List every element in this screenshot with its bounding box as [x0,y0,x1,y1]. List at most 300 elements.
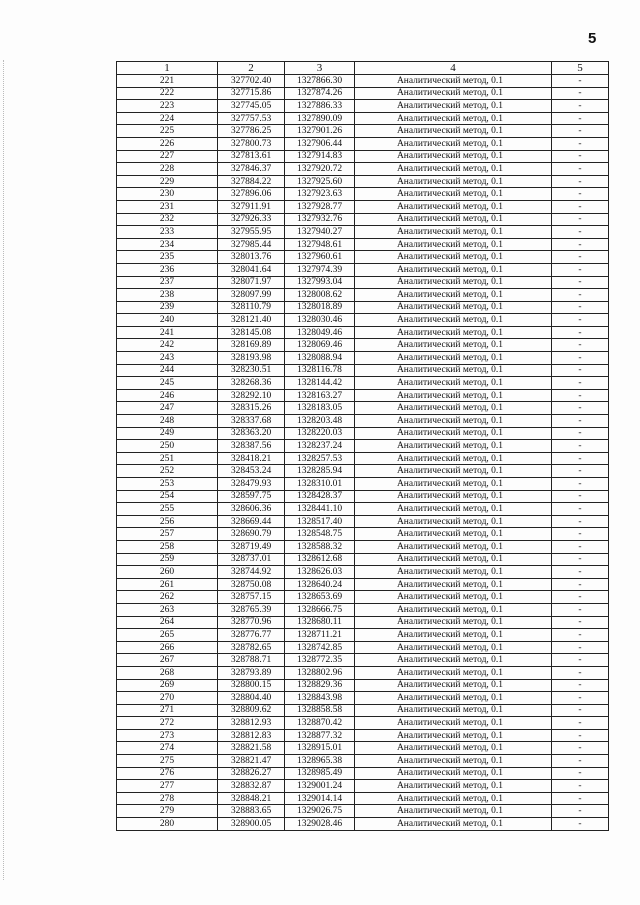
method-cell: Аналитический метод, 0.1 [355,415,552,428]
y-coordinate-cell: 1328858.58 [285,704,355,717]
x-coordinate-cell: 328800.15 [218,679,285,692]
method-cell: Аналитический метод, 0.1 [355,755,552,768]
point-number-cell: 240 [117,314,218,327]
point-number-cell: 234 [117,238,218,251]
x-coordinate-cell: 328363.20 [218,427,285,440]
table-row [117,402,609,415]
table-row [117,666,609,679]
x-coordinate-cell: 327955.95 [218,226,285,239]
method-cell: Аналитический метод, 0.1 [355,200,552,213]
method-cell: Аналитический метод, 0.1 [355,137,552,150]
x-coordinate-cell: 328110.79 [218,301,285,314]
error-cell: - [552,377,609,390]
error-cell: - [552,729,609,742]
method-cell: Аналитический метод, 0.1 [355,603,552,616]
table-row [117,704,609,717]
method-cell: Аналитический метод, 0.1 [355,818,552,831]
point-number-cell: 250 [117,440,218,453]
point-number-cell: 280 [117,818,218,831]
point-number-cell: 246 [117,389,218,402]
method-cell: Аналитический метод, 0.1 [355,566,552,579]
x-coordinate-cell: 327926.33 [218,213,285,226]
point-number-cell: 247 [117,402,218,415]
x-coordinate-cell: 328826.27 [218,767,285,780]
error-cell: - [552,251,609,264]
error-cell: - [552,566,609,579]
method-cell: Аналитический метод, 0.1 [355,717,552,730]
y-coordinate-cell: 1328428.37 [285,490,355,503]
x-coordinate-cell: 328071.97 [218,276,285,289]
point-number-cell: 263 [117,603,218,616]
point-number-cell: 248 [117,415,218,428]
error-cell: - [552,540,609,553]
x-coordinate-cell: 327884.22 [218,175,285,188]
point-number-cell: 266 [117,641,218,654]
method-cell: Аналитический метод, 0.1 [355,188,552,201]
method-cell: Аналитический метод, 0.1 [355,540,552,553]
method-cell: Аналитический метод, 0.1 [355,251,552,264]
x-coordinate-cell: 328597.75 [218,490,285,503]
point-number-cell: 251 [117,452,218,465]
error-cell: - [552,654,609,667]
error-cell: - [552,641,609,654]
error-cell: - [552,100,609,113]
y-coordinate-cell: 1328183.05 [285,402,355,415]
point-number-cell: 243 [117,352,218,365]
table-body [117,75,609,831]
point-number-cell: 253 [117,478,218,491]
x-coordinate-cell: 327800.73 [218,137,285,150]
error-cell: - [552,339,609,352]
y-coordinate-cell: 1327920.72 [285,163,355,176]
point-number-cell: 269 [117,679,218,692]
method-cell: Аналитический метод, 0.1 [355,226,552,239]
table-row [117,125,609,138]
x-coordinate-cell: 327985.44 [218,238,285,251]
error-cell: - [552,112,609,125]
x-coordinate-cell: 328793.89 [218,666,285,679]
point-number-cell: 279 [117,805,218,818]
table-row [117,818,609,831]
table-row [117,792,609,805]
point-number-cell: 264 [117,616,218,629]
x-coordinate-cell: 328788.71 [218,654,285,667]
error-cell: - [552,87,609,100]
header-col-2: 2 [218,62,285,75]
table-row [117,326,609,339]
y-coordinate-cell: 1328772.35 [285,654,355,667]
point-number-cell: 249 [117,427,218,440]
table-row [117,755,609,768]
error-cell: - [552,616,609,629]
x-coordinate-cell: 328832.87 [218,780,285,793]
method-cell: Аналитический метод, 0.1 [355,377,552,390]
y-coordinate-cell: 1327866.30 [285,75,355,88]
point-number-cell: 233 [117,226,218,239]
x-coordinate-cell: 328121.40 [218,314,285,327]
y-coordinate-cell: 1327874.26 [285,87,355,100]
y-coordinate-cell: 1327993.04 [285,276,355,289]
table-row [117,175,609,188]
table-row [117,490,609,503]
error-cell: - [552,263,609,276]
y-coordinate-cell: 1327940.27 [285,226,355,239]
table-row [117,112,609,125]
point-number-cell: 267 [117,654,218,667]
method-cell: Аналитический метод, 0.1 [355,692,552,705]
error-cell: - [552,301,609,314]
method-cell: Аналитический метод, 0.1 [355,339,552,352]
error-cell: - [552,465,609,478]
y-coordinate-cell: 1328680.11 [285,616,355,629]
x-coordinate-cell: 327813.61 [218,150,285,163]
y-coordinate-cell: 1328829.36 [285,679,355,692]
table-row [117,616,609,629]
point-number-cell: 258 [117,540,218,553]
y-coordinate-cell: 1328548.75 [285,528,355,541]
table-row [117,188,609,201]
table-row [117,742,609,755]
table-row [117,137,609,150]
error-cell: - [552,440,609,453]
point-number-cell: 227 [117,150,218,163]
point-number-cell: 278 [117,792,218,805]
table-row [117,339,609,352]
error-cell: - [552,137,609,150]
x-coordinate-cell: 328387.56 [218,440,285,453]
x-coordinate-cell: 328809.62 [218,704,285,717]
error-cell: - [552,150,609,163]
x-coordinate-cell: 328479.93 [218,478,285,491]
x-coordinate-cell: 328744.92 [218,566,285,579]
error-cell: - [552,679,609,692]
point-number-cell: 265 [117,629,218,642]
error-cell: - [552,755,609,768]
method-cell: Аналитический метод, 0.1 [355,792,552,805]
x-coordinate-cell: 328900.05 [218,818,285,831]
point-number-cell: 252 [117,465,218,478]
y-coordinate-cell: 1328257.53 [285,452,355,465]
table-row [117,200,609,213]
error-cell: - [552,666,609,679]
coordinates-table [116,61,609,831]
error-cell: - [552,314,609,327]
table-row [117,452,609,465]
table-row [117,364,609,377]
point-number-cell: 259 [117,553,218,566]
method-cell: Аналитический метод, 0.1 [355,326,552,339]
method-cell: Аналитический метод, 0.1 [355,150,552,163]
x-coordinate-cell: 328418.21 [218,452,285,465]
table-row [117,87,609,100]
table-row [117,566,609,579]
table-row [117,289,609,302]
point-number-cell: 255 [117,503,218,516]
y-coordinate-cell: 1328985.49 [285,767,355,780]
x-coordinate-cell: 328737.01 [218,553,285,566]
y-coordinate-cell: 1328088.94 [285,352,355,365]
table-row [117,163,609,176]
table-row [117,465,609,478]
error-cell: - [552,591,609,604]
y-coordinate-cell: 1327914.83 [285,150,355,163]
x-coordinate-cell: 328750.08 [218,578,285,591]
method-cell: Аналитический метод, 0.1 [355,289,552,302]
point-number-cell: 244 [117,364,218,377]
error-cell: - [552,415,609,428]
table-row [117,415,609,428]
error-cell: - [552,490,609,503]
method-cell: Аналитический метод, 0.1 [355,440,552,453]
x-coordinate-cell: 328757.15 [218,591,285,604]
point-number-cell: 228 [117,163,218,176]
method-cell: Аналитический метод, 0.1 [355,528,552,541]
error-cell: - [552,238,609,251]
method-cell: Аналитический метод, 0.1 [355,301,552,314]
method-cell: Аналитический метод, 0.1 [355,213,552,226]
table-row [117,440,609,453]
method-cell: Аналитический метод, 0.1 [355,465,552,478]
method-cell: Аналитический метод, 0.1 [355,704,552,717]
x-coordinate-cell: 327745.05 [218,100,285,113]
table-row [117,603,609,616]
table-row [117,679,609,692]
table-row [117,263,609,276]
error-cell: - [552,578,609,591]
y-coordinate-cell: 1328030.46 [285,314,355,327]
y-coordinate-cell: 1327906.44 [285,137,355,150]
y-coordinate-cell: 1328285.94 [285,465,355,478]
y-coordinate-cell: 1329014.14 [285,792,355,805]
y-coordinate-cell: 1328711.21 [285,629,355,642]
error-cell: - [552,163,609,176]
error-cell: - [552,326,609,339]
table-row [117,314,609,327]
x-coordinate-cell: 328268.36 [218,377,285,390]
x-coordinate-cell: 328097.99 [218,289,285,302]
point-number-cell: 260 [117,566,218,579]
y-coordinate-cell: 1328653.69 [285,591,355,604]
x-coordinate-cell: 328812.83 [218,729,285,742]
error-cell: - [552,213,609,226]
table-row [117,591,609,604]
y-coordinate-cell: 1328877.32 [285,729,355,742]
method-cell: Аналитический метод, 0.1 [355,314,552,327]
table-row [117,389,609,402]
method-cell: Аналитический метод, 0.1 [355,389,552,402]
point-number-cell: 226 [117,137,218,150]
y-coordinate-cell: 1327925.60 [285,175,355,188]
x-coordinate-cell: 328230.51 [218,364,285,377]
x-coordinate-cell: 328848.21 [218,792,285,805]
error-cell: - [552,175,609,188]
x-coordinate-cell: 328013.76 [218,251,285,264]
y-coordinate-cell: 1329028.46 [285,818,355,831]
method-cell: Аналитический метод, 0.1 [355,616,552,629]
method-cell: Аналитический метод, 0.1 [355,654,552,667]
error-cell: - [552,717,609,730]
table-row [117,226,609,239]
x-coordinate-cell: 328041.64 [218,263,285,276]
table-row [117,478,609,491]
method-cell: Аналитический метод, 0.1 [355,679,552,692]
point-number-cell: 238 [117,289,218,302]
table-row [117,75,609,88]
method-cell: Аналитический метод, 0.1 [355,729,552,742]
error-cell: - [552,402,609,415]
method-cell: Аналитический метод, 0.1 [355,478,552,491]
table-row [117,238,609,251]
y-coordinate-cell: 1328666.75 [285,603,355,616]
point-number-cell: 262 [117,591,218,604]
point-number-cell: 230 [117,188,218,201]
table-row [117,213,609,226]
y-coordinate-cell: 1327928.77 [285,200,355,213]
error-cell: - [552,289,609,302]
method-cell: Аналитический метод, 0.1 [355,629,552,642]
x-coordinate-cell: 328719.49 [218,540,285,553]
y-coordinate-cell: 1328116.78 [285,364,355,377]
y-coordinate-cell: 1329001.24 [285,780,355,793]
y-coordinate-cell: 1328310.01 [285,478,355,491]
x-coordinate-cell: 328193.98 [218,352,285,365]
point-number-cell: 254 [117,490,218,503]
point-number-cell: 235 [117,251,218,264]
error-cell: - [552,792,609,805]
error-cell: - [552,478,609,491]
table-row [117,276,609,289]
method-cell: Аналитический метод, 0.1 [355,666,552,679]
error-cell: - [552,780,609,793]
y-coordinate-cell: 1328517.40 [285,515,355,528]
method-cell: Аналитический метод, 0.1 [355,490,552,503]
point-number-cell: 239 [117,301,218,314]
y-coordinate-cell: 1327890.09 [285,112,355,125]
method-cell: Аналитический метод, 0.1 [355,452,552,465]
table-row [117,805,609,818]
x-coordinate-cell: 327846.37 [218,163,285,176]
point-number-cell: 272 [117,717,218,730]
error-cell: - [552,704,609,717]
point-number-cell: 277 [117,780,218,793]
method-cell: Аналитический метод, 0.1 [355,402,552,415]
table-row [117,251,609,264]
page-number: 5 [588,30,597,47]
error-cell: - [552,125,609,138]
table-row [117,503,609,516]
error-cell: - [552,452,609,465]
method-cell: Аналитический метод, 0.1 [355,503,552,516]
header-col-1: 1 [117,62,218,75]
error-cell: - [552,427,609,440]
point-number-cell: 231 [117,200,218,213]
x-coordinate-cell: 328292.10 [218,389,285,402]
table-row [117,540,609,553]
x-coordinate-cell: 328776.77 [218,629,285,642]
y-coordinate-cell: 1329026.75 [285,805,355,818]
method-cell: Аналитический метод, 0.1 [355,780,552,793]
y-coordinate-cell: 1328915.01 [285,742,355,755]
method-cell: Аналитический метод, 0.1 [355,87,552,100]
header-col-4: 4 [355,62,552,75]
table-row [117,629,609,642]
table-row [117,528,609,541]
x-coordinate-cell: 328145.08 [218,326,285,339]
error-cell: - [552,805,609,818]
x-coordinate-cell: 328669.44 [218,515,285,528]
y-coordinate-cell: 1328203.48 [285,415,355,428]
point-number-cell: 257 [117,528,218,541]
error-cell: - [552,553,609,566]
point-number-cell: 271 [117,704,218,717]
x-coordinate-cell: 328690.79 [218,528,285,541]
table-row [117,427,609,440]
table-row [117,578,609,591]
table-row [117,352,609,365]
table-row [117,377,609,390]
point-number-cell: 224 [117,112,218,125]
method-cell: Аналитический метод, 0.1 [355,767,552,780]
point-number-cell: 242 [117,339,218,352]
point-number-cell: 223 [117,100,218,113]
error-cell: - [552,515,609,528]
method-cell: Аналитический метод, 0.1 [355,175,552,188]
method-cell: Аналитический метод, 0.1 [355,515,552,528]
table-row [117,150,609,163]
y-coordinate-cell: 1328870.42 [285,717,355,730]
x-coordinate-cell: 328337.68 [218,415,285,428]
error-cell: - [552,352,609,365]
x-coordinate-cell: 327715.86 [218,87,285,100]
y-coordinate-cell: 1327932.76 [285,213,355,226]
y-coordinate-cell: 1328965.38 [285,755,355,768]
method-cell: Аналитический метод, 0.1 [355,641,552,654]
error-cell: - [552,692,609,705]
x-coordinate-cell: 327896.06 [218,188,285,201]
point-number-cell: 245 [117,377,218,390]
y-coordinate-cell: 1328612.68 [285,553,355,566]
point-number-cell: 261 [117,578,218,591]
point-number-cell: 222 [117,87,218,100]
header-col-3: 3 [285,62,355,75]
scan-margin-marks [3,60,7,880]
table-row [117,641,609,654]
method-cell: Аналитический метод, 0.1 [355,263,552,276]
point-number-cell: 237 [117,276,218,289]
point-number-cell: 241 [117,326,218,339]
method-cell: Аналитический метод, 0.1 [355,75,552,88]
method-cell: Аналитический метод, 0.1 [355,125,552,138]
method-cell: Аналитический метод, 0.1 [355,163,552,176]
table-row [117,301,609,314]
y-coordinate-cell: 1327960.61 [285,251,355,264]
point-number-cell: 273 [117,729,218,742]
y-coordinate-cell: 1328144.42 [285,377,355,390]
method-cell: Аналитический метод, 0.1 [355,276,552,289]
y-coordinate-cell: 1328008.62 [285,289,355,302]
y-coordinate-cell: 1328237.24 [285,440,355,453]
x-coordinate-cell: 328821.58 [218,742,285,755]
table-row [117,100,609,113]
y-coordinate-cell: 1328049.46 [285,326,355,339]
point-number-cell: 221 [117,75,218,88]
error-cell: - [552,629,609,642]
point-number-cell: 225 [117,125,218,138]
error-cell: - [552,276,609,289]
y-coordinate-cell: 1327901.26 [285,125,355,138]
method-cell: Аналитический метод, 0.1 [355,805,552,818]
y-coordinate-cell: 1328802.96 [285,666,355,679]
